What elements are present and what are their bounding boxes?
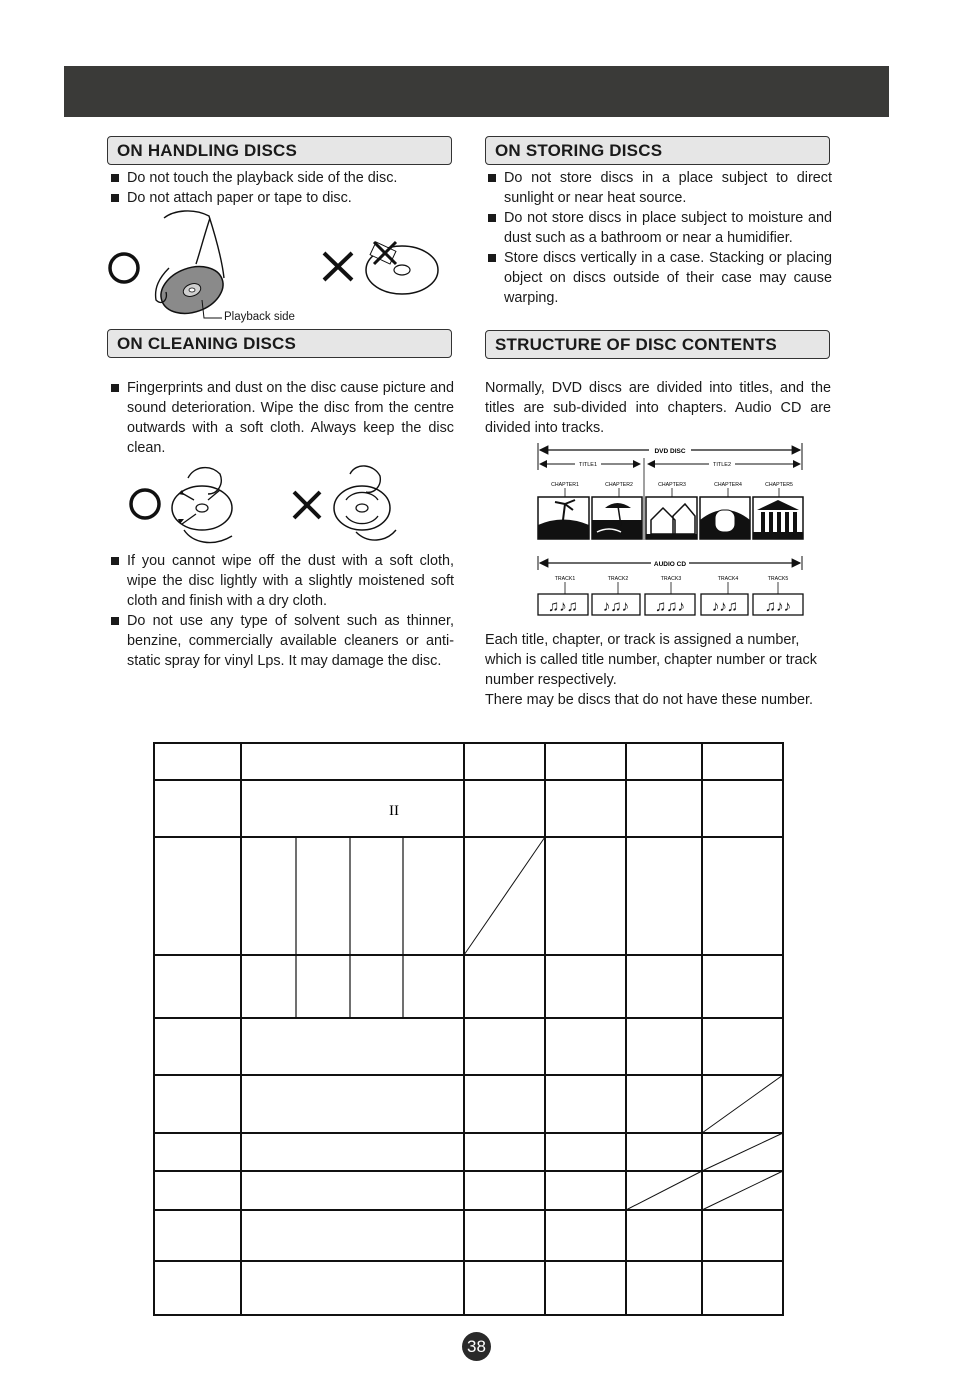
disc-icon <box>366 242 438 294</box>
audio-cd-label: AUDIO CD <box>653 561 687 568</box>
track-label: TRACK1 <box>554 576 576 582</box>
playback-side-caption: Playback side <box>224 311 295 323</box>
table-mark: II <box>389 803 399 819</box>
svg-text:♪♫♪: ♪♫♪ <box>602 598 630 615</box>
section-title-structure: STRUCTURE OF DISC CONTENTS <box>485 330 830 359</box>
handling-illustration <box>104 208 454 326</box>
svg-text:♫♪♪: ♫♪♪ <box>764 598 792 615</box>
list-item: Do not touch the playback side of the disc. <box>109 168 454 188</box>
track-label: TRACK3 <box>660 576 682 582</box>
chapter-label: CHAPTER5 <box>765 482 793 488</box>
section-title-handling: ON HANDLING DISCS <box>107 136 452 165</box>
svg-text:♫♪♫: ♫♪♫ <box>548 598 578 615</box>
disc-icon <box>154 258 229 321</box>
page-number: 38 <box>462 1332 491 1361</box>
section-title-storing: ON STORING DISCS <box>485 136 830 165</box>
chapter-images <box>538 497 803 539</box>
storing-list <box>486 168 832 308</box>
disc-icon <box>334 486 390 530</box>
dvd-disc-label: DVD DISC <box>654 448 686 455</box>
disc-icon <box>172 486 232 530</box>
chapter-label: CHAPTER1 <box>551 482 579 488</box>
list-item: Do not store discs in place subject to moisture and dust such as a bathroom or near a humidifier. <box>486 208 832 248</box>
list-item: Fingerprints and dust on the disc cause picture and sound deterioration. Wipe the disc from the centre outwards with a soft cloth. Always keep the disc clean. <box>109 378 454 458</box>
list-item: Do not store discs in a place subject to direct sunlight or near heat source. <box>486 168 832 208</box>
svg-text:♫♫♪: ♫♫♪ <box>655 598 685 615</box>
structure-intro: Normally, DVD discs are divided into titles, and the titles are sub-divided into chapters. Audio CD are divided into tracks. <box>485 380 831 436</box>
disc-structure-diagram <box>535 440 805 620</box>
cleaning-list-bottom <box>109 551 454 671</box>
track-label: TRACK2 <box>607 576 629 582</box>
ok-circle-icon <box>110 254 138 282</box>
structure-outro-2: There may be discs that do not have these number. <box>485 692 813 708</box>
structure-outro: Each title, chapter, or track is assigned a number, which is called title number, chapter number or track number respectively. <box>485 632 817 688</box>
chapter-label: CHAPTER4 <box>714 482 742 488</box>
ng-cross-icon <box>294 492 320 518</box>
list-item: Do not attach paper or tape to disc. <box>109 188 454 208</box>
title-label: TITLE2 <box>712 462 732 468</box>
ng-cross-icon <box>324 253 352 280</box>
list-item: Store discs vertically in a case. Stacking or placing object on discs outside of their case may cause warping. <box>486 248 832 308</box>
chapter-label: CHAPTER2 <box>605 482 633 488</box>
section-title-cleaning: ON CLEANING DISCS <box>107 329 452 358</box>
list-item: If you cannot wipe off the dust with a soft cloth, wipe the disc lightly with a slightly moistened soft cloth and finish with a dry cloth. <box>109 551 454 611</box>
page-header-bar <box>64 66 889 117</box>
cleaning-illustration <box>124 460 404 552</box>
empty-table-grid <box>153 742 785 1318</box>
svg-text:♪♪♫: ♪♪♫ <box>711 598 739 615</box>
cleaning-list-top <box>109 378 454 458</box>
handling-list <box>109 168 454 208</box>
track-label: TRACK5 <box>767 576 789 582</box>
chapter-label: CHAPTER3 <box>658 482 686 488</box>
track-label: TRACK4 <box>717 576 739 582</box>
list-item: Do not use any type of solvent such as thinner, benzine, commercially available cleaners or anti-static spray for vinyl Lps. It may damage the disc. <box>109 611 454 671</box>
ok-circle-icon <box>131 490 159 518</box>
title-label: TITLE1 <box>578 462 598 468</box>
